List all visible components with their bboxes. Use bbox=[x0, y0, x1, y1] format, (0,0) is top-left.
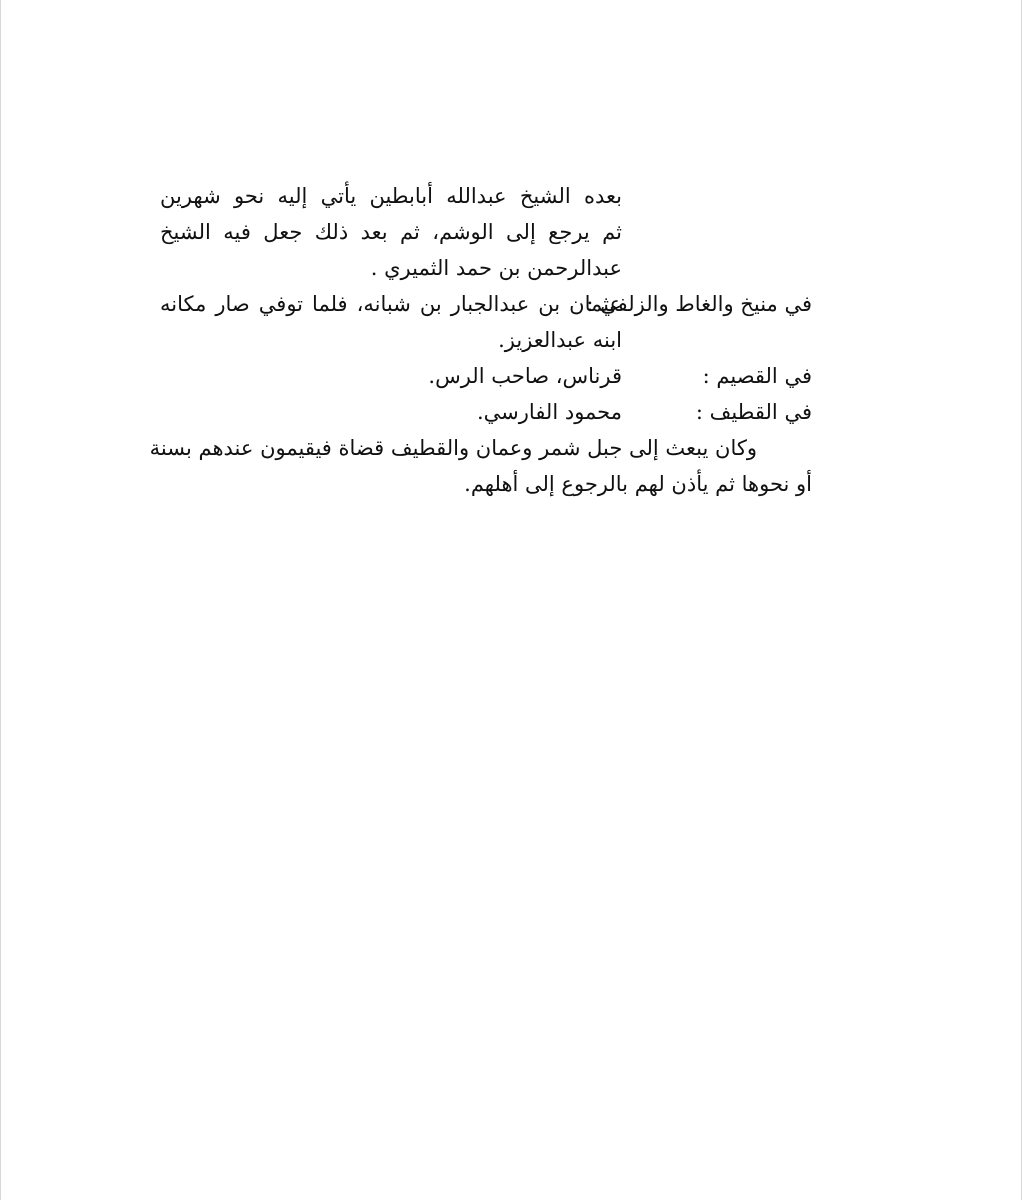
entry-row bbox=[160, 358, 812, 394]
paragraph-line: ثم يرجع إلى الوشم، ثم بعد ذلك جعل فيه الشيخ bbox=[160, 220, 622, 244]
paragraph-line: عبدالرحمن بن حمد الثميري . bbox=[370, 256, 622, 280]
document-body bbox=[149, 178, 812, 502]
entry-text-continued: ابنه عبدالعزيز. bbox=[498, 328, 622, 352]
entry-row bbox=[160, 286, 812, 322]
paragraph-line: بعده الشيخ عبدالله أبابطين يأتي إليه نحو شهرين bbox=[160, 184, 622, 208]
entry-label: في القطيف : bbox=[695, 400, 812, 424]
closing-paragraph-line: أو نحوها ثم يأذن لهم بالرجوع إلى أهلهم. bbox=[464, 472, 812, 496]
entry-text: قرناس، صاحب الرس. bbox=[428, 364, 622, 388]
entry-text: محمود الفارسي. bbox=[477, 400, 622, 424]
closing-paragraph-line: وكان يبعث إلى جبل شمر وعمان والقطيف قضاة فيقيمون عندهم بسنة bbox=[149, 436, 757, 460]
entry-text: عثمان بن عبدالجبار بن شبانه، فلما توفي صار مكانه bbox=[160, 292, 622, 316]
entry-row bbox=[160, 394, 812, 430]
entry-label: في منيخ والغاط والزلفي : bbox=[586, 292, 812, 316]
entry-label: في القصيم : bbox=[702, 364, 812, 388]
